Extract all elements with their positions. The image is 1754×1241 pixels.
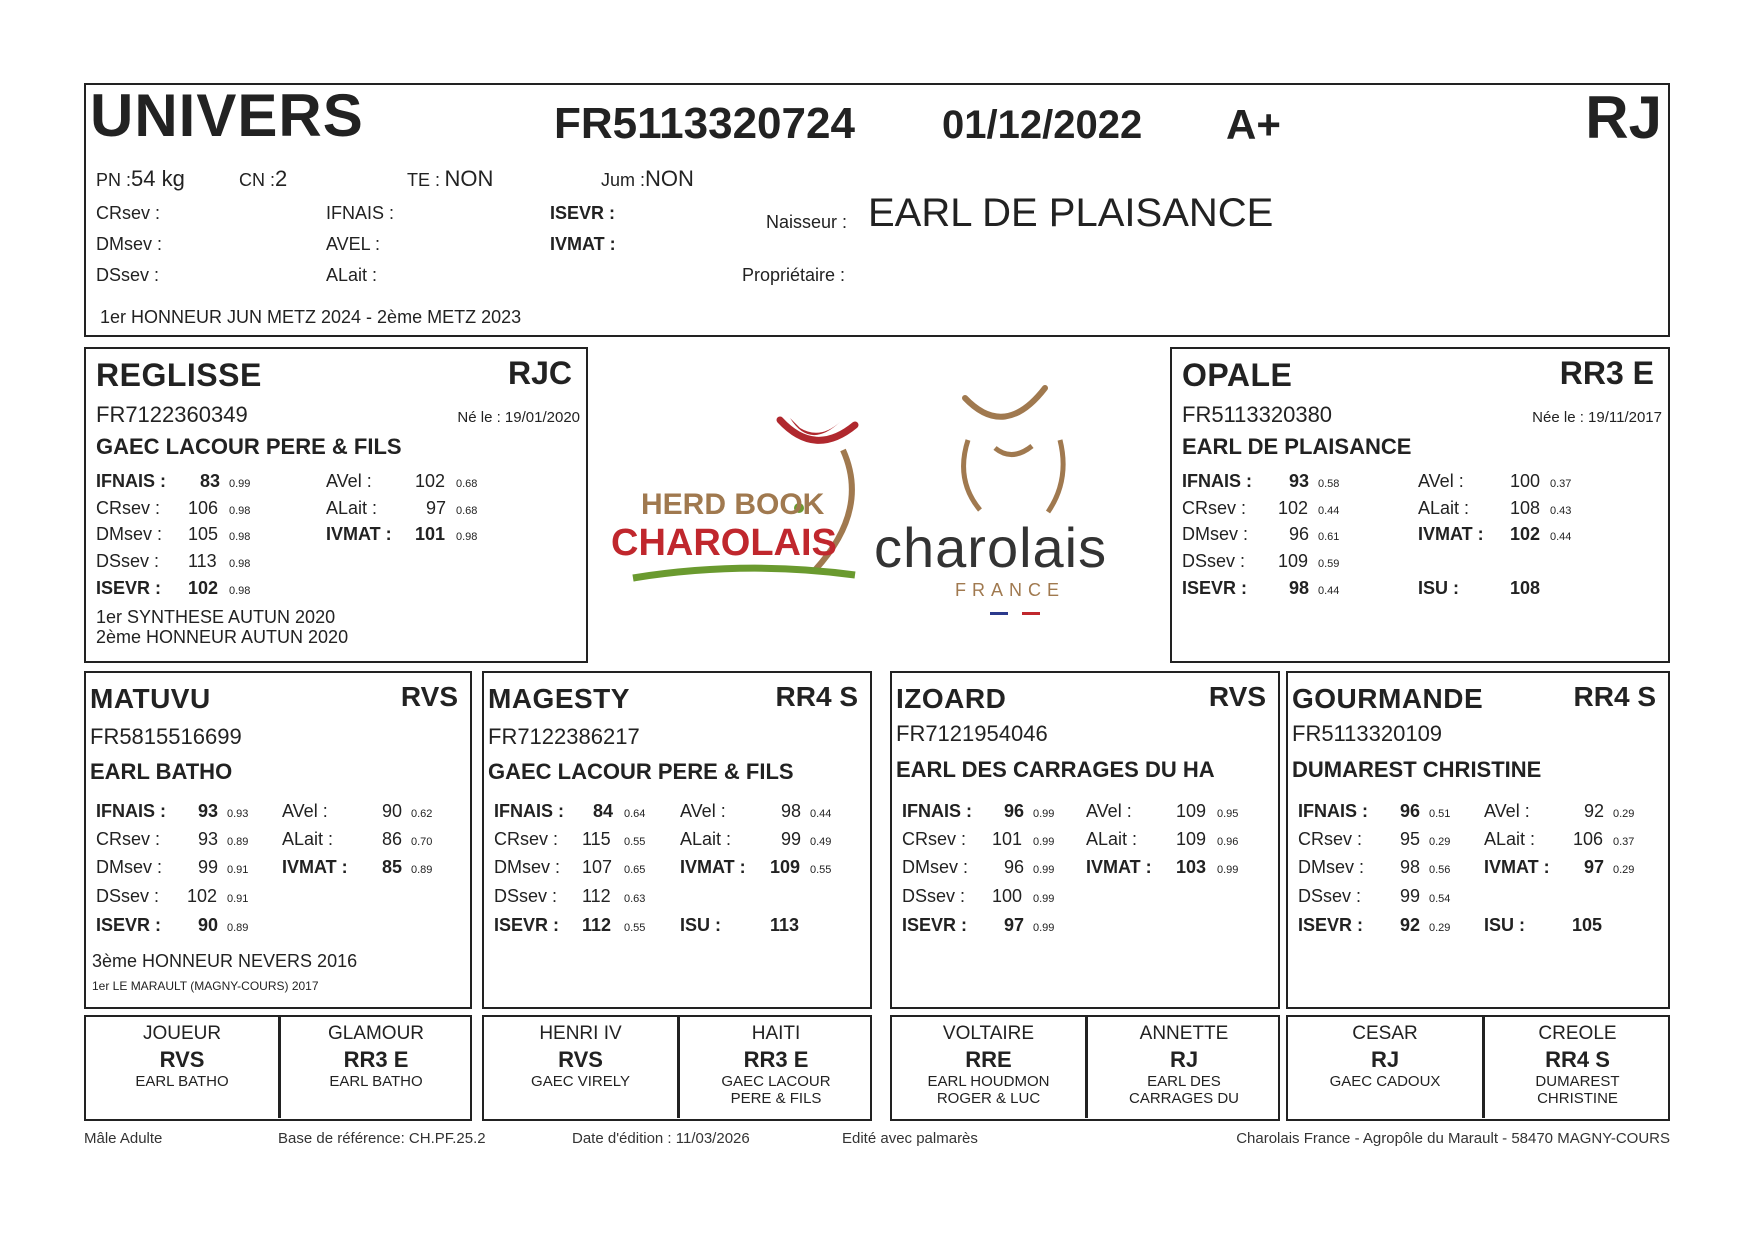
- avel-cd: 0.37: [1550, 478, 1572, 490]
- crsev-value: 106: [188, 498, 219, 518]
- ifnais-value: 93: [198, 801, 219, 821]
- dssev-label: DSsev :: [494, 886, 558, 906]
- gp-id: FR7121954046: [896, 721, 1048, 746]
- dssev-value: 102: [187, 886, 218, 906]
- ivmat-label: IVMAT :: [282, 857, 348, 877]
- ggp-name: HAITI: [751, 1023, 801, 1044]
- gp-qual: RR4 S: [1573, 681, 1656, 712]
- great-grandparent-pair: [1286, 1015, 1670, 1121]
- great-grandparent-pair: [482, 1015, 872, 1121]
- isevr-cd: 0.98: [229, 585, 251, 597]
- dssev-label: DSsev :: [96, 265, 160, 285]
- great-grandparent: [1485, 1023, 1670, 1107]
- dmsev-label: DMsev :: [1298, 857, 1365, 877]
- isevr-value: 92: [1400, 915, 1421, 935]
- dssev-label: DSsev :: [1182, 551, 1246, 571]
- alait-cd: 0.43: [1550, 505, 1572, 517]
- ggp-qual: RR3 E: [743, 1047, 809, 1072]
- alait-value: 106: [1573, 829, 1604, 849]
- qualification: RJ: [1585, 84, 1662, 151]
- alait-label: ALait :: [326, 498, 378, 518]
- ggp-name: VOLTAIRE: [942, 1023, 1035, 1044]
- alait-value: 86: [382, 829, 403, 849]
- ggp-name: JOUEUR: [142, 1023, 222, 1044]
- dmsev-cd: 0.98: [229, 531, 251, 543]
- crsev-label: CRsev :: [494, 829, 559, 849]
- great-grandparent: [280, 1023, 472, 1090]
- crsev-value: 102: [1278, 498, 1309, 518]
- gp-name: IZOARD: [896, 683, 1007, 714]
- crsev-value: 95: [1400, 829, 1421, 849]
- ivmat-value: 101: [415, 524, 446, 544]
- great-grandparent-pair: [84, 1015, 472, 1121]
- isevr-cd: 0.55: [624, 922, 646, 934]
- dmsev-cd: 0.65: [624, 864, 646, 876]
- grandparent-panel: [84, 671, 472, 1009]
- isevr-value: 98: [1289, 578, 1310, 598]
- gp-qual: RR4 S: [775, 681, 858, 712]
- animal-name: UNIVERS: [90, 82, 364, 149]
- isevr-label: ISEVR :: [902, 915, 968, 935]
- ggp-qual: RJ: [1370, 1047, 1400, 1072]
- dmsev-label: DMsev :: [96, 857, 163, 877]
- ifnais-label: IFNAIS :: [1298, 801, 1368, 821]
- ggp-name: CREOLE: [1538, 1023, 1617, 1044]
- ggp-owner: EARL BATHO: [135, 1073, 229, 1090]
- alait-cd: 0.49: [810, 836, 832, 848]
- dam-owner: EARL DE PLAISANCE: [1182, 434, 1412, 459]
- dssev-label: DSsev :: [902, 886, 966, 906]
- grade: A+: [1226, 101, 1281, 148]
- great-grandparent: [892, 1023, 1085, 1107]
- isevr-label: ISEVR :: [550, 203, 616, 223]
- ifnais-value: 83: [200, 471, 221, 491]
- grandparent-panel: [482, 671, 872, 1009]
- ggp-owner-line2: ROGER & LUC: [936, 1090, 1041, 1107]
- avel-value: 90: [382, 801, 403, 821]
- ifnais-value: 84: [593, 801, 614, 821]
- dmsev-label: DMsev :: [96, 524, 163, 544]
- dam-panel: [1170, 347, 1670, 663]
- isu-value: 108: [1510, 578, 1541, 598]
- crsev-label: CRsev :: [1182, 498, 1247, 518]
- isevr-value: 97: [1004, 915, 1025, 935]
- grandparent-panel: [890, 671, 1280, 1009]
- sire-name: REGLISSE: [96, 357, 262, 393]
- isevr-value: 112: [582, 915, 612, 935]
- gp-qual: RVS: [400, 681, 458, 712]
- herdbook-line2: CHAROLAIS: [611, 522, 837, 564]
- alait-value: 99: [781, 829, 802, 849]
- ifnais-cd: 0.99: [1033, 808, 1055, 820]
- naisseur-value: EARL DE PLAISANCE: [868, 191, 1274, 235]
- ggp-name: ANNETTE: [1139, 1023, 1229, 1044]
- ggp-owner: EARL DES: [1147, 1073, 1221, 1090]
- ggp-name: GLAMOUR: [327, 1023, 425, 1044]
- ivmat-label: IVMAT :: [1086, 857, 1152, 877]
- ggp-owner: DUMAREST: [1535, 1073, 1620, 1090]
- ifnais-value: 93: [1289, 471, 1310, 491]
- alait-value: 97: [426, 498, 447, 518]
- ggp-owner: GAEC LACOUR: [721, 1073, 831, 1090]
- alait-cd: 0.68: [456, 505, 478, 517]
- proprietaire-label: Propriétaire :: [742, 265, 846, 285]
- great-grandparent: [680, 1023, 872, 1107]
- sire-achievement-1: 1er SYNTHESE AUTUN 2020: [96, 607, 336, 627]
- cn-field: CN :2: [239, 166, 288, 191]
- dmsev-value: 107: [582, 857, 613, 877]
- dssev-value: 112: [582, 886, 611, 906]
- dssev-cd: 0.54: [1429, 893, 1451, 905]
- isevr-value: 90: [198, 915, 219, 935]
- footer-edition-date: Date d'édition : 11/03/2026: [572, 1130, 750, 1147]
- alait-cd: 0.37: [1613, 836, 1635, 848]
- crsev-label: CRsev :: [96, 203, 161, 223]
- ifnais-cd: 0.99: [229, 478, 251, 490]
- cf-wordmark: charolais: [874, 516, 1108, 579]
- ivmat-cd: 0.89: [411, 864, 433, 876]
- alait-label: ALait :: [1086, 829, 1138, 849]
- gp-id: FR7122386217: [488, 724, 640, 749]
- isevr-cd: 0.29: [1429, 922, 1451, 934]
- ifnais-label: IFNAIS :: [96, 801, 166, 821]
- dssev-cd: 0.98: [229, 558, 251, 570]
- ivmat-label: IVMAT :: [1484, 857, 1550, 877]
- avel-value: 100: [1510, 471, 1541, 491]
- dam-birth: Née le : 19/11/2017: [1532, 409, 1662, 426]
- ivmat-label: IVMAT :: [326, 524, 392, 544]
- ggp-owner-line2: PERE & FILS: [730, 1090, 822, 1107]
- birth-date: 01/12/2022: [942, 103, 1143, 147]
- avel-cd: 0.95: [1217, 808, 1239, 820]
- alait-label: ALait :: [326, 265, 378, 285]
- ifnais-label: IFNAIS :: [1182, 471, 1252, 491]
- great-grandparent: [484, 1023, 677, 1090]
- dmsev-value: 98: [1400, 857, 1421, 877]
- ivmat-value: 103: [1176, 857, 1207, 877]
- footer-address: Charolais France - Agropôle du Marault - 58470 MAGNY-COURS: [1236, 1130, 1670, 1147]
- palmares: 1er HONNEUR JUN METZ 2024 - 2ème METZ 2023: [100, 307, 522, 327]
- crsev-label: CRsev :: [902, 829, 967, 849]
- avel-label: AVel :: [326, 471, 372, 491]
- charolais-france-logo: [870, 380, 1170, 620]
- alait-label: ALait :: [1484, 829, 1536, 849]
- ifnais-cd: 0.93: [227, 808, 249, 820]
- dssev-label: DSsev :: [96, 551, 160, 571]
- crsev-cd: 0.55: [624, 836, 646, 848]
- ifnais-label: IFNAIS :: [326, 203, 395, 223]
- crsev-cd: 0.44: [1318, 505, 1340, 517]
- ggp-owner: GAEC CADOUX: [1329, 1073, 1441, 1090]
- ifnais-cd: 0.64: [624, 808, 646, 820]
- pn-field: PN :54 kg: [96, 166, 185, 191]
- gp-qual: RVS: [1208, 681, 1266, 712]
- dmsev-cd: 0.99: [1033, 864, 1055, 876]
- gp-achievement-1: 3ème HONNEUR NEVERS 2016: [92, 951, 358, 971]
- dam-name: OPALE: [1182, 357, 1293, 393]
- ggp-owner-line2: CHRISTINE: [1537, 1090, 1618, 1107]
- gp-name: GOURMANDE: [1292, 683, 1484, 714]
- isu-value: 105: [1572, 915, 1603, 935]
- dmsev-cd: 0.61: [1318, 531, 1340, 543]
- dmsev-cd: 0.56: [1429, 864, 1451, 876]
- gp-owner: EARL DES CARRAGES DU HA: [896, 757, 1215, 782]
- sire-achievement-2: 2ème HONNEUR AUTUN 2020: [96, 627, 349, 647]
- ggp-qual: RVS: [558, 1047, 603, 1072]
- dmsev-value: 105: [188, 524, 219, 544]
- crsev-cd: 0.29: [1429, 836, 1451, 848]
- ggp-name: CESAR: [1352, 1023, 1418, 1044]
- isevr-label: ISEVR :: [96, 915, 162, 935]
- ifnais-label: IFNAIS :: [902, 801, 972, 821]
- alait-label: ALait :: [680, 829, 732, 849]
- dmsev-cd: 0.91: [227, 864, 249, 876]
- isu-label: ISU :: [680, 915, 722, 935]
- sire-id: FR7122360349: [96, 402, 248, 427]
- gp-achievement-2: 1er LE MARAULT (MAGNY-COURS) 2017: [92, 979, 319, 993]
- isu-value: 113: [770, 915, 800, 935]
- dmsev-label: DMsev :: [1182, 524, 1249, 544]
- dmsev-value: 96: [1289, 524, 1310, 544]
- ifnais-cd: 0.58: [1318, 478, 1340, 490]
- dssev-label: DSsev :: [1298, 886, 1362, 906]
- dmsev-label: DMsev :: [96, 234, 163, 254]
- dssev-value: 109: [1278, 551, 1309, 571]
- gp-name: MAGESTY: [488, 683, 630, 714]
- isevr-cd: 0.44: [1318, 585, 1340, 597]
- isevr-label: ISEVR :: [96, 578, 162, 598]
- ggp-qual: RR4 S: [1545, 1047, 1610, 1072]
- isevr-cd: 0.99: [1033, 922, 1055, 934]
- avel-value: 102: [415, 471, 446, 491]
- crsev-cd: 0.98: [229, 505, 251, 517]
- isu-label: ISU :: [1484, 915, 1526, 935]
- te-field: TE : NON: [407, 166, 494, 191]
- isevr-label: ISEVR :: [494, 915, 560, 935]
- dssev-cd: 0.59: [1318, 558, 1340, 570]
- cf-subtitle: FRANCE: [955, 580, 1066, 600]
- dssev-value: 99: [1400, 886, 1421, 906]
- ggp-qual: RVS: [159, 1047, 205, 1072]
- avel-value: 109: [1176, 801, 1207, 821]
- avel-label: AVel :: [1418, 471, 1464, 491]
- crsev-cd: 0.89: [227, 836, 249, 848]
- avel-label: AVel :: [1086, 801, 1132, 821]
- alait-value: 108: [1510, 498, 1541, 518]
- gp-owner: DUMAREST CHRISTINE: [1292, 757, 1542, 782]
- dam-id: FR5113320380: [1182, 402, 1333, 427]
- dssev-cd: 0.99: [1033, 893, 1055, 905]
- alait-label: ALait :: [1418, 498, 1470, 518]
- dam-qual: RR3 E: [1559, 355, 1654, 391]
- avel-label: AVel :: [1484, 801, 1530, 821]
- dssev-value: 113: [188, 551, 217, 571]
- alait-cd: 0.70: [411, 836, 433, 848]
- ivmat-cd: 0.99: [1217, 864, 1239, 876]
- great-grandparent-pair: [890, 1015, 1280, 1121]
- herdbook-line1: HERD BOOK: [641, 488, 825, 521]
- animal-header-panel: [84, 83, 1670, 337]
- isevr-label: ISEVR :: [1182, 578, 1248, 598]
- ggp-owner: EARL HOUDMON: [927, 1073, 1050, 1090]
- jum-field: Jum :NON: [601, 166, 694, 191]
- gp-owner: GAEC LACOUR PERE & FILS: [488, 759, 794, 784]
- dssev-cd: 0.91: [227, 893, 249, 905]
- crsev-value: 101: [992, 829, 1023, 849]
- avel-label: AVel :: [680, 801, 726, 821]
- great-grandparent: [1288, 1023, 1482, 1090]
- footer-base: Base de référence: CH.PF.25.2: [278, 1130, 486, 1147]
- dmsev-label: DMsev :: [494, 857, 561, 877]
- dmsev-value: 99: [198, 857, 219, 877]
- alait-cd: 0.96: [1217, 836, 1239, 848]
- alait-value: 109: [1176, 829, 1207, 849]
- ivmat-value: 109: [770, 857, 801, 877]
- avel-cd: 0.62: [411, 808, 433, 820]
- naisseur-label: Naisseur :: [766, 212, 848, 232]
- ifnais-value: 96: [1400, 801, 1421, 821]
- footer-category: Mâle Adulte: [84, 1130, 163, 1147]
- herdbook-logo: [605, 410, 865, 590]
- grandparent-panel: [1286, 671, 1670, 1009]
- ggp-owner: EARL BATHO: [329, 1073, 423, 1090]
- ggp-qual: RR3 E: [343, 1047, 409, 1072]
- sire-panel: [84, 347, 588, 663]
- avel-label: AVel :: [282, 801, 328, 821]
- isevr-cd: 0.89: [227, 922, 249, 934]
- ivmat-value: 85: [382, 857, 403, 877]
- isevr-label: ISEVR :: [1298, 915, 1364, 935]
- ifnais-cd: 0.51: [1429, 808, 1451, 820]
- avel-cd: 0.68: [456, 478, 478, 490]
- crsev-label: CRsev :: [96, 498, 161, 518]
- ggp-qual: RRE: [965, 1047, 1012, 1072]
- sire-birth: Né le : 19/01/2020: [457, 409, 580, 426]
- crsev-label: CRsev :: [1298, 829, 1363, 849]
- crsev-label: CRsev :: [96, 829, 161, 849]
- ivmat-cd: 0.29: [1613, 864, 1635, 876]
- avel-cd: 0.44: [810, 808, 832, 820]
- gp-id: FR5113320109: [1292, 721, 1443, 746]
- dmsev-value: 96: [1004, 857, 1025, 877]
- sire-owner: GAEC LACOUR PERE & FILS: [96, 434, 402, 459]
- isu-label: ISU :: [1418, 578, 1460, 598]
- crsev-cd: 0.99: [1033, 836, 1055, 848]
- dssev-value: 100: [992, 886, 1023, 906]
- dmsev-label: DMsev :: [902, 857, 969, 877]
- alait-label: ALait :: [282, 829, 334, 849]
- ifnais-label: IFNAIS :: [494, 801, 564, 821]
- crsev-value: 115: [582, 829, 611, 849]
- ivmat-value: 102: [1510, 524, 1541, 544]
- dssev-cd: 0.63: [624, 893, 646, 905]
- ggp-name: HENRI IV: [539, 1023, 622, 1044]
- ifnais-value: 96: [1004, 801, 1025, 821]
- avel-value: 92: [1584, 801, 1605, 821]
- isevr-value: 102: [188, 578, 219, 598]
- ggp-owner-line2: CARRAGES DU: [1128, 1090, 1240, 1107]
- footer-palmares: Edité avec palmarès: [842, 1130, 978, 1147]
- avel-label: AVEL :: [326, 234, 381, 254]
- animal-id: FR5113320724: [554, 99, 855, 148]
- great-grandparent: [1088, 1023, 1280, 1107]
- ivmat-label: IVMAT :: [550, 234, 616, 254]
- ivmat-cd: 0.55: [810, 864, 832, 876]
- ggp-qual: RJ: [1169, 1047, 1199, 1072]
- avel-cd: 0.29: [1613, 808, 1635, 820]
- gp-id: FR5815516699: [90, 724, 242, 749]
- crsev-value: 93: [198, 829, 219, 849]
- sire-qual: RJC: [507, 355, 572, 391]
- ivmat-label: IVMAT :: [680, 857, 746, 877]
- ivmat-cd: 0.98: [456, 531, 478, 543]
- ivmat-cd: 0.44: [1550, 531, 1572, 543]
- ivmat-value: 97: [1584, 857, 1605, 877]
- gp-name: MATUVU: [90, 683, 211, 714]
- ifnais-label: IFNAIS :: [96, 471, 166, 491]
- ivmat-label: IVMAT :: [1418, 524, 1484, 544]
- avel-value: 98: [781, 801, 802, 821]
- great-grandparent: [86, 1023, 278, 1090]
- dssev-label: DSsev :: [96, 886, 160, 906]
- ggp-owner: GAEC VIRELY: [531, 1073, 630, 1090]
- gp-owner: EARL BATHO: [90, 759, 233, 784]
